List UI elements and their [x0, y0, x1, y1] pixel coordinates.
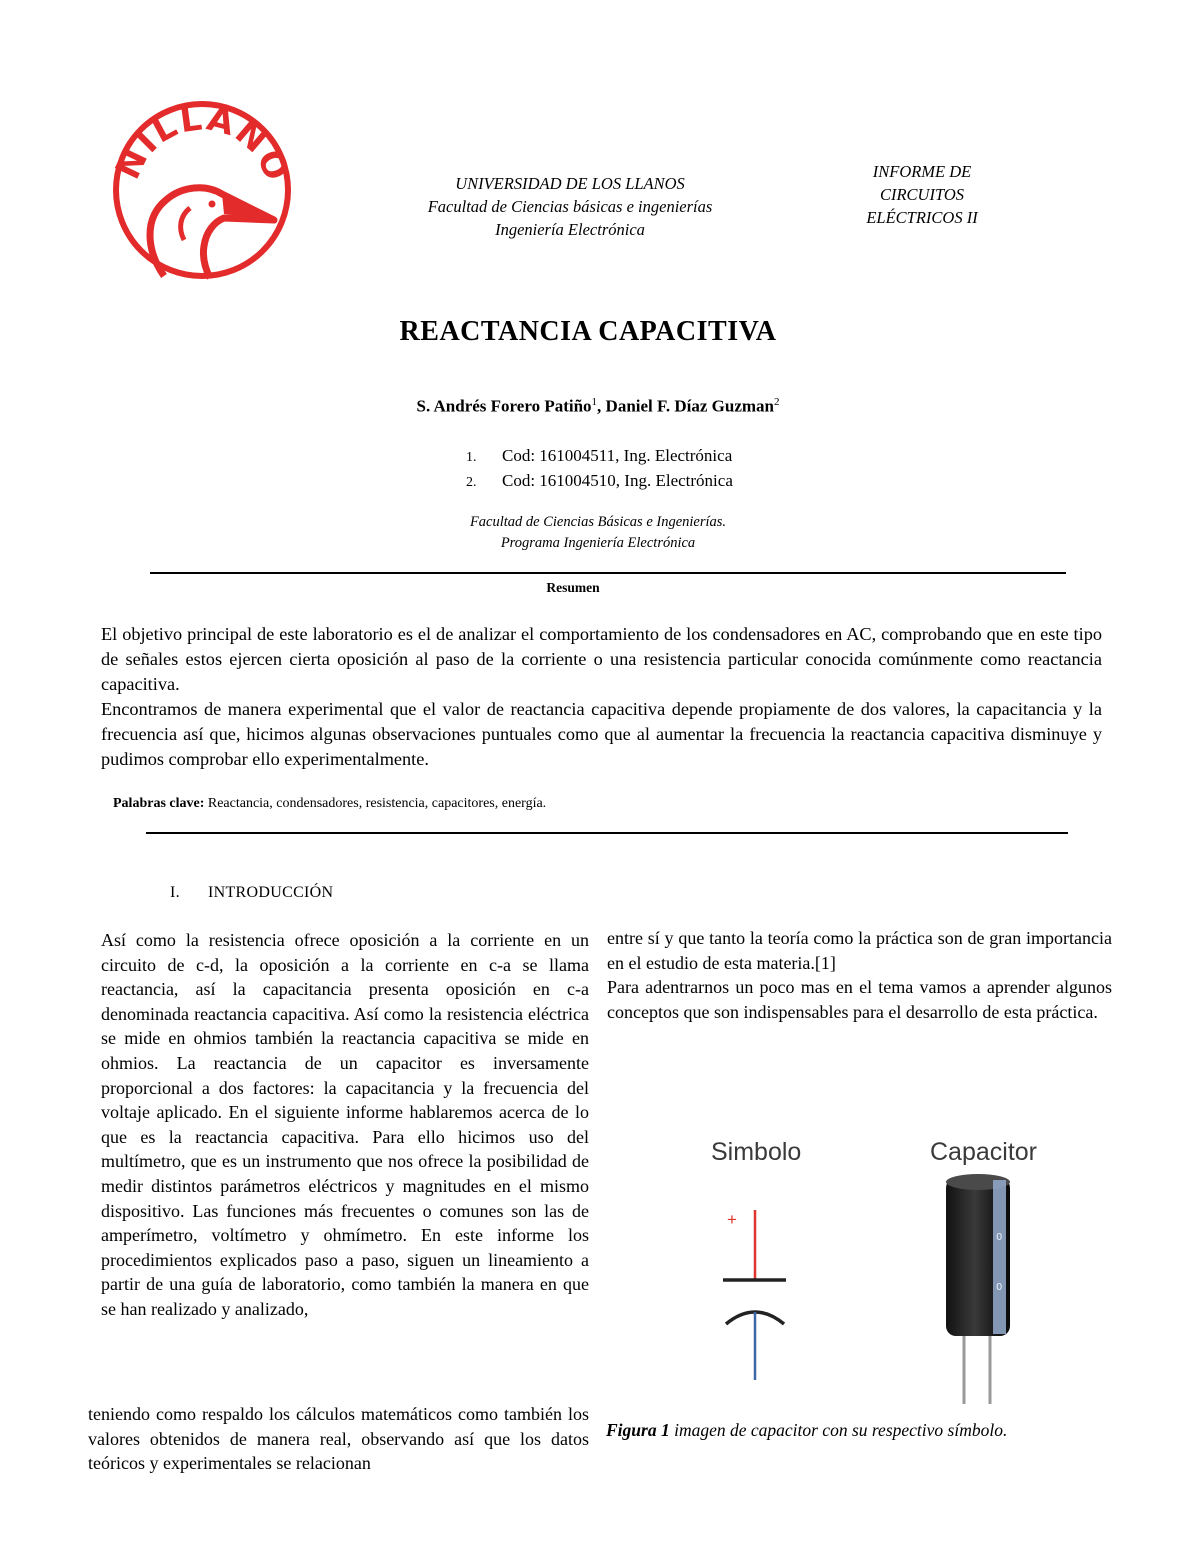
university-logo — [106, 100, 298, 280]
report-type-line: INFORME DE — [872, 162, 972, 181]
faculty-block — [0, 512, 1196, 554]
abstract-body — [101, 622, 1102, 772]
faculty-line: Facultad de Ciencias Básicas e Ingenierías. — [469, 514, 727, 530]
faculty-name: Facultad de Ciencias básicas e ingenierías — [427, 197, 713, 216]
figure-caption — [606, 1420, 1126, 1441]
keywords-text: Reactancia, condensadores, resistencia, capacitores, energía. — [204, 796, 547, 811]
capacitor-figure — [700, 1130, 1060, 1412]
unillanos-logo-graphic — [106, 100, 298, 280]
affiliation-item — [466, 469, 733, 494]
abstract-paragraph: El objetivo principal de este laboratorio es el de analizar el comportamiento de los condensadores en AC, comprobando que en este tipo de señales estos ejercen cierta oposición al paso de la corriente o una resistencia particular conocida comúnmente como reactancia capacitiva. — [101, 624, 1102, 694]
capacitor-stripe-icon — [993, 1180, 1006, 1334]
section-heading — [170, 884, 333, 902]
section-title: INTRODUCCIÓN — [208, 884, 334, 901]
keywords-line — [113, 796, 546, 812]
plus-sign: + — [727, 1210, 737, 1229]
author-list — [0, 396, 1196, 417]
keywords-label: Palabras clave: — [113, 796, 205, 811]
abstract-paragraph: Encontramos de manera experimental que el valor de reactancia capacitiva depende propiamente de dos valores, la capacitancia y la frecuencia así que, hicimos algunas observaciones puntuales como que al aumentar la frecuencia la reactancia capacitiva disminuye y pudimos comprobar ello experimentalmente. — [101, 699, 1102, 769]
author-name: Daniel F. Díaz Guzman — [605, 396, 774, 416]
divider-rule — [146, 832, 1068, 834]
abstract-heading: Resumen — [546, 580, 600, 595]
author-name: S. Andrés Forero Patiño — [416, 396, 592, 416]
section-number: I. — [170, 884, 180, 901]
figure-caption-label: Figura 1 — [606, 1420, 670, 1440]
intro-column-left: Así como la resistencia ofrece oposición a la corriente en un circuito de c-d, la oposición a la corriente en c-a se llama reactancia, así la capacitancia presenta oposición en c-a denominada reactancia capacitiva. Así como la resistencia eléctrica se mide en ohmios también la reactancia capacitiva se mide en ohmios. La reactancia de un capacitor es inversamente proporcional a dos factores: la capacitancia y la frecuencia del voltaje aplicado. En el siguiente informe hablaremos acerca de lo que es la reactancia capacitiva. Para ello hicimos uso del multímetro, que es un instrumento que nos ofrece la posibilidad de medir distintos parámetros eléctricos y magnitudes en el mismo dispositivo. Las funciones más frecuentes o comunes son las de amperímetro, voltímetro y ohmímetro. En este informe los procedimientos explicados paso a paso, siguen un lineamiento a partir de una guía de laboratorio, como también la manera en que se han realizado y analizado, — [101, 930, 589, 1319]
intro-column-left-continued: teniendo como respaldo los cálculos matemáticos como también los valores obtenidos de manera real, observando así que los datos teóricos y experimentales se relacionan — [88, 1404, 589, 1474]
figure-label-symbol: Simbolo — [711, 1138, 802, 1166]
svg-text:0: 0 — [996, 1232, 1003, 1243]
university-name: UNIVERSIDAD DE LOS LLANOS — [455, 174, 685, 193]
author-affiliation-marker: 1 — [591, 396, 598, 408]
report-type-header — [842, 160, 1002, 229]
affiliation-text: Cod: 161004510, Ing. Electrónica — [502, 471, 733, 490]
program-name: Ingeniería Electrónica — [495, 220, 645, 239]
report-type-line: ELÉCTRICOS II — [866, 208, 978, 227]
logo-text: NILLANO — [107, 100, 298, 189]
university-header — [420, 172, 720, 241]
report-type-line: CIRCUITOS — [879, 185, 965, 204]
intro-column-right-paragraph: Para adentrarnos un poco mas en el tema vamos a aprender algunos conceptos que son indispensables para el desarrollo de esta práctica. — [607, 977, 1112, 1022]
intro-column-right-paragraph: entre sí y que tanto la teoría como la práctica son de gran importancia en el estudio de esta materia.[1] — [607, 928, 1112, 973]
svg-text:UNILLANOS — [106, 100, 297, 188]
figure-caption-text: imagen de capacitor con su respectivo símbolo. — [669, 1420, 1008, 1440]
affiliation-text: Cod: 161004511, Ing. Electrónica — [502, 446, 733, 465]
figure-label-capacitor: Capacitor — [930, 1138, 1037, 1166]
program-line: Programa Ingeniería Electrónica — [500, 535, 696, 551]
paper-title: REACTANCIA CAPACITIVA — [399, 316, 777, 347]
affiliation-item — [466, 444, 733, 469]
capacitor-drawing — [700, 1130, 1060, 1412]
divider-rule — [150, 572, 1066, 574]
affiliation-number: 2. — [466, 475, 477, 490]
affiliation-list — [466, 444, 733, 494]
author-separator: , — [597, 396, 606, 416]
svg-text:0: 0 — [996, 1282, 1003, 1293]
author-affiliation-marker: 2 — [773, 396, 780, 408]
affiliation-number: 1. — [466, 450, 477, 465]
